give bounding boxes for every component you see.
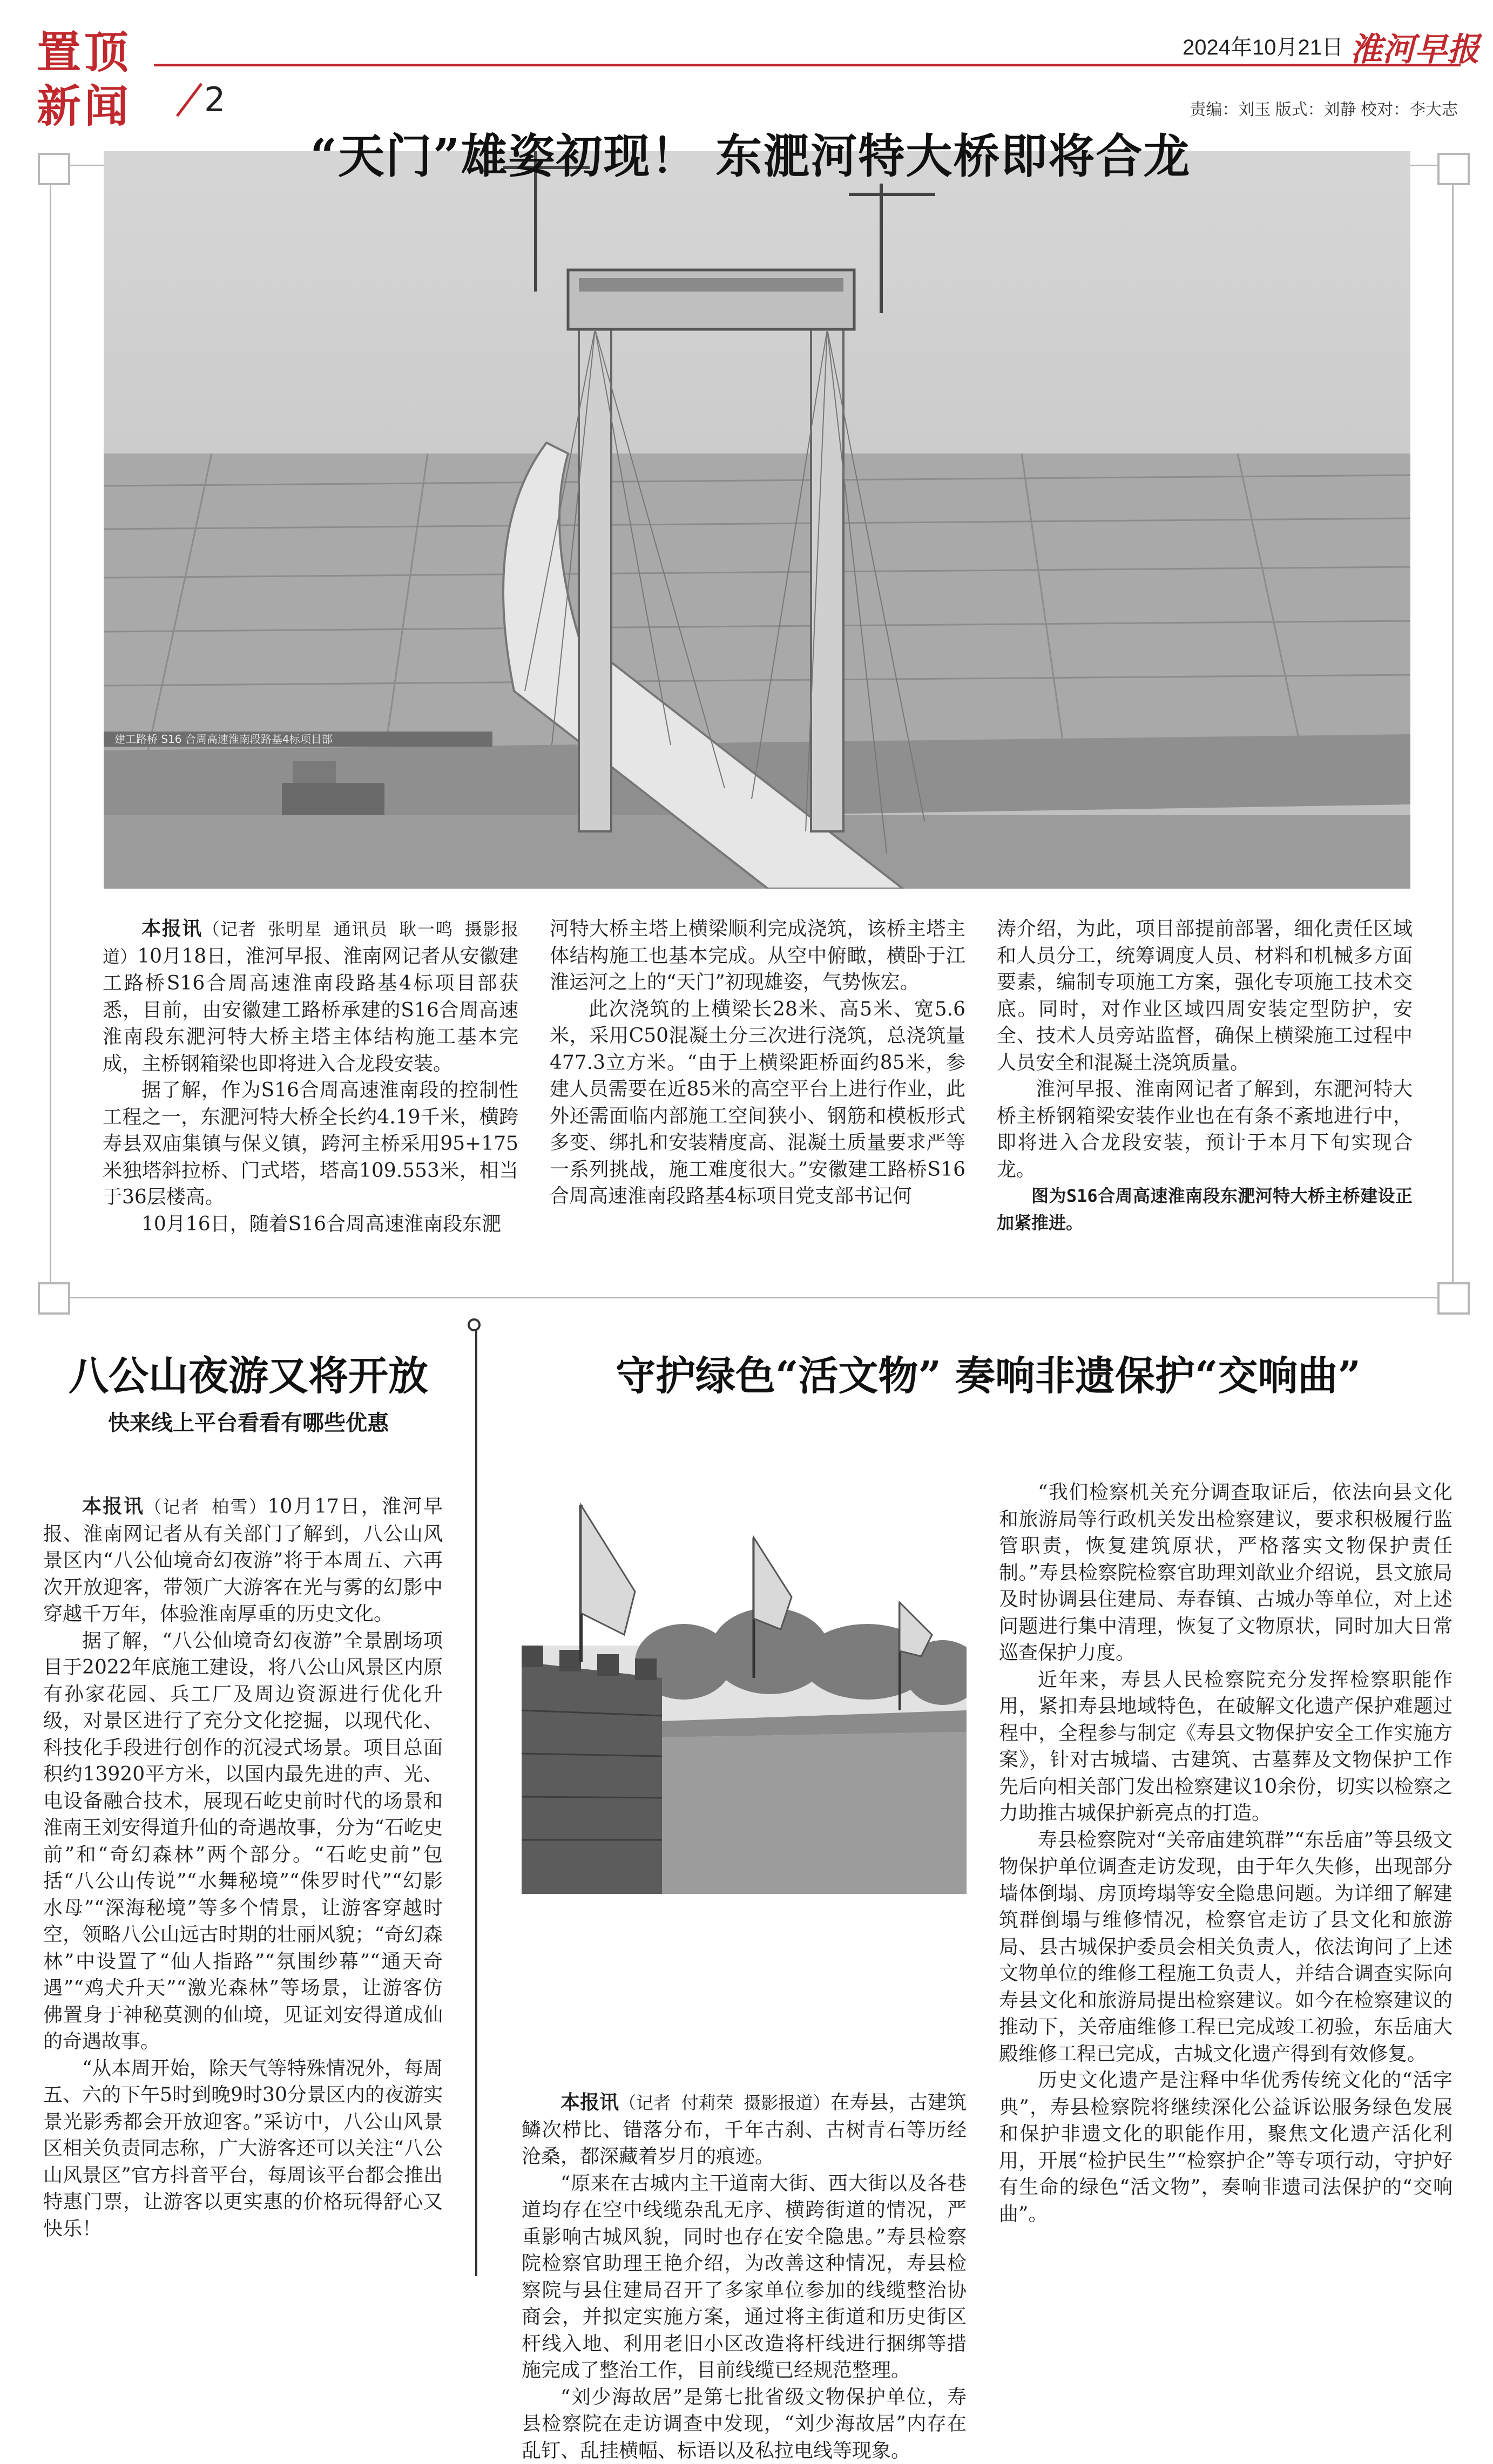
story3-paragraph: “原来在古城内主干道南大街、西大街以及各巷道均存在空中线缆杂乱无序、横跨街道的情况，严重影响古城风貌，同时也存在安全隐患。”寿县检察院检察官助理王艳介绍，为改善这种情况，寿县检察院与县住建局召开了多家单位参加的线缆整治协商会，并拟定实施方案，通过将主街道和历史街区杆线入地、利用老旧小区改造将杆线进行捆绑等措施完成了整治工作，目前线缆已经规范整理。 — [522, 2170, 967, 2384]
section-name: 置顶新闻 — [37, 26, 156, 134]
story1-paragraph: 河特大桥主塔上横梁顺利完成浇筑，该桥主塔主体结构施工也基本完成。从空中俯瞰，横卧于江淮运河之上的“天门”初现雄姿，气势恢宏。 — [550, 916, 965, 996]
story1-column-2 — [550, 916, 965, 1210]
story3-paragraph — [522, 2089, 967, 2170]
story1-paragraph: 淮河早报、淮南网记者了解到，东淝河特大桥主桥钢箱梁安装作业也在有条不紊地进行中，即将进入合龙段安装，预计于本月下旬实现合龙。 — [997, 1076, 1413, 1183]
story3-paragraph: 寿县检察院对“关帝庙建筑群”“东岳庙”等县级文物保护单位调查走访发现，由于年久失修，出现部分墙体倒塌、房顶垮塌等安全隐患问题。为详细了解建筑群倒塌与维修情况，检察官走访了县文化和旅游局、县古城保护委员会相关负责人，依法询问了上述文物单位的维修工程施工负责人，并结合调查实际向寿县文化和旅游局提出检察建议。如今在检察建议的推动下，关帝庙维修工程已完成竣工初验，东岳庙大殿维修工程已完成，古城文化遗产得到有效修复。 — [999, 1827, 1453, 2068]
story2-headline: 八公山夜游又将开放 — [43, 1344, 454, 1402]
story3-paragraph: “我们检察机关充分调查取证后，依法向县文化和旅游局等行政机关发出检察建议，要求积极履行监管职责，恢复建筑原状，严格落实文物保护责任制。”寿县检察院检察官助理刘歆业介绍说，县文旅局及时协调县住建局、寿春镇、古城办等单位，对上述问题进行集中清理，恢复了文物原状，同时加大日常巡查保护力度。 — [999, 1479, 1453, 1667]
dateline-lead: 本报讯 — [560, 2091, 619, 2114]
photo-banner-text: 建工路桥 S16 合周高速淮南段路基4标项目部 — [114, 733, 333, 746]
story1-column-1 — [103, 916, 518, 1237]
dateline-lead: 本报讯 — [141, 917, 202, 940]
story3-headline: 守护绿色“活文物” 奏响非遗保护“交响曲” — [513, 1344, 1463, 1402]
story2-paragraph: 据了解，“八公仙境奇幻夜游”全景剧场项目于2022年底施工建设，将八公山风景区内原有孙家花园、兵工厂及周边资源进行优化升级，对景区进行了充分文化挖掘，以现代化、科技化手段进行创作的沉浸式场景。项目总面积约13920平方米，以国内最先进的声、光、电设备融合技术，展现石屹史前时代的场景和淮南王刘安得道升仙的奇遇故事，分为“石屹史前”和“奇幻森林”两个部分。“石屹史前”包括“八公山传说”“水舞秘境”“侏罗时代”“幻影水母”“深海秘境”等多个情景，让游客穿越时空，领略八公山远古时期的壮丽风貌；“奇幻森林”中设置了“仙人指路”“氛围纱幕”“通天奇遇”“鸡犬升天”“激光森林”等场景，让游客仿佛置身于神秘莫测的仙境，见证刘安得道成仙的奇遇故事。 — [43, 1628, 443, 2055]
story3-paragraph: 近年来，寿县人民检察院充分发挥检察职能作用，紧扣寿县地域特色，在破解文化遗产保护难题过程中，全程参与制定《寿县文物保护安全工作实施方案》，针对古城墙、古建筑、古墓葬及文物保护工作先后向相关部门发出检察建议10余份，切实以检察之力助推古城保护新亮点的打造。 — [999, 1667, 1453, 1827]
byline: （记者 张明星 通讯员 耿一鸣 摄影报道） — [103, 919, 518, 967]
story1-paragraph: 涛介绍，为此，项目部提前部署，细化责任区域和人员分工，统筹调度人员、材料和机械多方面要素，编制专项施工方案，强化专项施工技术交底。同时，对作业区域四周安装定型防护，安全、技术人员旁站监督，确保上横梁施工过程中人员安全和混凝土浇筑质量。 — [997, 916, 1413, 1076]
frame-corner-ornament — [38, 153, 70, 185]
story1-paragraph: 据了解，作为S16合周高速淮南段的控制性工程之一，东淝河特大桥全长约4.19千米，横跨寿县双庙集镇与保义镇，跨河主桥采用95+175米独塔斜拉桥、门式塔，塔高109.553米，相当于36层楼高。 — [103, 1077, 518, 1211]
photo-caption: 图为S16合周高速淮南段东淝河特大桥主桥建设正加紧推进。 — [997, 1183, 1413, 1236]
frame-corner-ornament — [1437, 153, 1470, 185]
story1-paragraph: 此次浇筑的上横梁长28米、高5米、宽5.6米，采用C50混凝土分三次进行浇筑，总浇筑量477.3立方米。“由于上横梁距桥面约85米，参建人员需要在近85米的高空平台上进行作业，此外还需面临内部施工空间狭小、钢筋和模板形式多变、绑扎和安装精度高、混凝土质量要求严等一系列挑战，施工难度很大。”安徽建工路桥S16合周高速淮南段路基4标项目党支部书记何 — [550, 996, 965, 1210]
story1-headline: “天门”雄姿初现！ 东淝河特大桥即将合龙 — [103, 119, 1399, 186]
story2-paragraph — [43, 1493, 443, 1628]
story3-paragraph: “刘少海故居”是第七批省级文物保护单位，寿县检察院在走访调查中发现，“刘少海故居”内存在乱钉、乱挂横幅、标语以及私拉电线等现象。 — [522, 2384, 967, 2464]
page-number: 2 — [204, 80, 225, 119]
newspaper-logo: 淮河早报 — [1350, 24, 1480, 70]
story3-right-body — [999, 1479, 1453, 2228]
frame-corner-ornament — [38, 1282, 70, 1315]
paragraph-text: 10月18日，淮河早报、淮南网记者从安徽建工路桥S16合周高速淮南段路基4标项目部获悉，目前，由安徽建工路桥承建的S16合周高速淮南段东淝河特大桥主塔主体结构施工基本完成，主桥钢箱梁也即将进入合龙段安装。 — [103, 945, 518, 1075]
paragraph-text: 在寿县，古建筑鳞次栉比、错落分布，千年古刹、古树青石等历经沧桑，都深藏着岁月的痕迹。 — [522, 2091, 967, 2168]
story2-body — [43, 1493, 443, 2242]
dateline-lead: 本报讯 — [82, 1495, 144, 1518]
story2-paragraph: “从本周开始，除天气等特殊情况外，每周五、六的下午5时到晚9时30分景区内的夜游实景光影秀都会开放迎客。”采访中，八公山风景区相关负责同志称，广大游客还可以关注“八公山风景区”官方抖音平台，每周该平台都会推出特惠门票，让游客以更实惠的价格玩得舒心又快乐！ — [43, 2055, 443, 2243]
story3-paragraph: 历史文化遗产是注释中华优秀传统文化的“活字典”，寿县检察院将继续深化公益诉讼服务绿色发展和保护非遗文化的职能作用，聚焦文化遗产活化利用，开展“检护民生”“检察护企”等专项行动，守护好有生命的绿色“活文物”，奏响非遗司法保护的“交响曲”。 — [999, 2067, 1453, 2228]
byline: （记者 付莉荣 摄影报道） — [619, 2093, 830, 2113]
column-divider-line — [475, 1326, 477, 2276]
issue-date: 2024年10月21日 — [1183, 30, 1343, 61]
masthead-rule — [154, 64, 1461, 66]
story1-column-3 — [997, 916, 1413, 1236]
paragraph-text: 10月17日，淮河早报、淮南网记者从有关部门了解到，八公山风景区内“八公仙境奇幻夜游”将于本周五、六再次开放迎客，带领广大游客在光与雾的幻影中穿越千万年，体验淮南厚重的历史文化。 — [43, 1495, 443, 1625]
city-wall-photo — [522, 1484, 967, 2056]
bridge-photo — [104, 151, 1410, 889]
story3-left-body — [522, 2089, 967, 2464]
byline: （记者 柏雪） — [144, 1497, 267, 1517]
column-divider-dot — [468, 1318, 481, 1331]
frame-corner-ornament — [1437, 1282, 1470, 1315]
story2-subheadline: 快来线上平台看看有哪些优惠 — [43, 1406, 454, 1437]
story1-paragraph: 10月16日，随着S16合周高速淮南段东淝 — [103, 1211, 518, 1238]
story1-paragraph — [103, 916, 518, 1077]
editor-credits: 责编：刘玉 版式：刘静 校对：李大志 — [1080, 96, 1458, 120]
